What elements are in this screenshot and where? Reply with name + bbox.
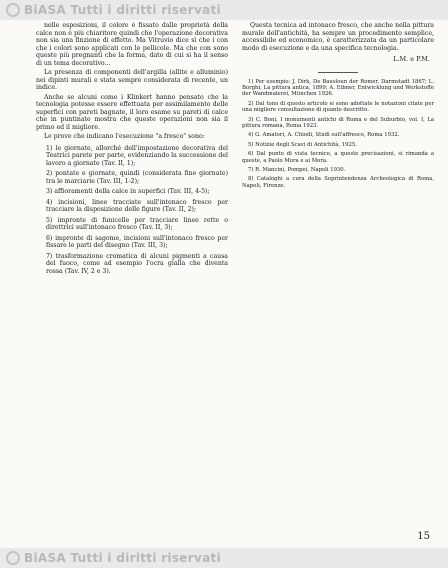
footnote: 1) Per esempio: J. Dirk, De Bausloun der Romer, Darmstadt 1867; L. Borghi, La pittura antica, 1899; A. Eibner, Entwicklung und Werkstoffe der Wandmalerei, München 1926. [242,78,434,98]
watermark-text-bottom: BiASA Tutti i diritti riservati [24,551,221,565]
right-column [242,22,434,546]
left-column [36,22,228,546]
paragraph: La presenza di componenti dell'argilla (allite e alluminio) nei dipinti murali e stata sempre considerata di recente, un indice. [36,69,228,91]
paragraph: Questa tecnica ad intonaco fresco, che anche nella pittura murale dell'antichità, ha sempre un procedimento semplice, accessibile ed economico, è caratterizzata da un particolare modo di esecuzione e da una specifica tecnologia. [242,22,434,52]
list-item: 1) le giornate, allorché dell'impostazione decorativa del Teatrici parete per parte, evidenziando la successione del lavoro a giornate (Tav. II, 1); [46,144,228,167]
text-columns [36,22,434,546]
footnotes [242,79,434,190]
list-item: 2) pontate e giornate, quindi (considerata fine giornate) tra le marciarie (Tav. III, 1-2); [46,170,228,185]
list-item: 6) impronte di sagome, incisioni sull'intonaco fresco per fissare le parti del disegno (Tav. III, 3); [46,234,228,249]
paragraph: nelle esposizioni, il colore è fissato dalle proprietà della calce non è più chiaritore quindi che l'operazione decorativa non sia una finzione di effetto. Ma Vitruvio dice sì che i con che i colori sono applicati con le pellicole. Ma che con sono queste più pregnanti che la forma, dato di cui si ha il senso di un tema decorativo... [36,22,228,67]
paragraph: Le prove che indicano l'esecuzione "a fresco" sono: [44,133,205,140]
biasa-logo-icon [6,551,20,565]
footnote: 6) Dal punto di vista tecnico, a queste precisazioni, si rimanda a queste, a Paolo Mora e ai Mora. [242,151,434,164]
footnote: 8) Cataloghi a cura della Soprintendenza Archeologica di Roma, Napoli, Firenze. [242,176,434,189]
page-number: 15 [417,531,430,542]
footnote: 5) Notizie degli Scavi di Antichità, 1925. [248,141,357,148]
watermark-text-top: BiASA Tutti i diritti riservati [24,3,221,17]
biasa-logo-icon [6,3,20,17]
list-item: 5) impronte di funicelle per tracciare linee rette o direttrici sull'intonaco fresco (Tav. II, 3); [46,216,228,231]
footnote: 4) G. Amatori, A. Chiodi, Studi sull'affresco, Roma 1932. [248,132,400,139]
watermark-banner-top [0,0,448,20]
footnote: 7) R. Mancini, Pompei, Napoli 1930. [248,166,346,173]
paragraph: Anche se alcuni come i Klinkert hanno pensato che la tecnologia potesse essere effettuata per assimilamento delle superfici con pareti bagnate, il loro esame su pareti di calce che in puntinate mostra che queste operazioni non sia il primo ed il migliore. [36,93,228,131]
list-item: 3) affioramenti della calce in superfici (Tav. III, 4-5); [46,188,210,195]
list-item: 7) trasformazione cromatica di alcuni pigmenti a causa del fuoco, come ad esempio l'ocra gialla che diventa rossa (Tav. IV, 2 e 3). [46,252,228,275]
watermark-banner-bottom [0,548,448,568]
footnote: 2) Dal tono di questo articolo si sono adottate le notazioni citate per una migliore consultazione di quanto descritto. [242,100,434,114]
list-item: 4) incisioni, linee tracciate sull'intonaco fresco per tracciare la disposizione delle figure (Tav. II, 2); [46,198,228,213]
divider [318,72,358,73]
proofs-list [36,145,228,276]
author-signature: L.M. e P.M. [393,55,430,63]
footnote: 3) C. Boni, I monumenti antichi di Roma e del Suburbio, vol. I, La pittura romana, Roma 1923. [242,116,434,129]
